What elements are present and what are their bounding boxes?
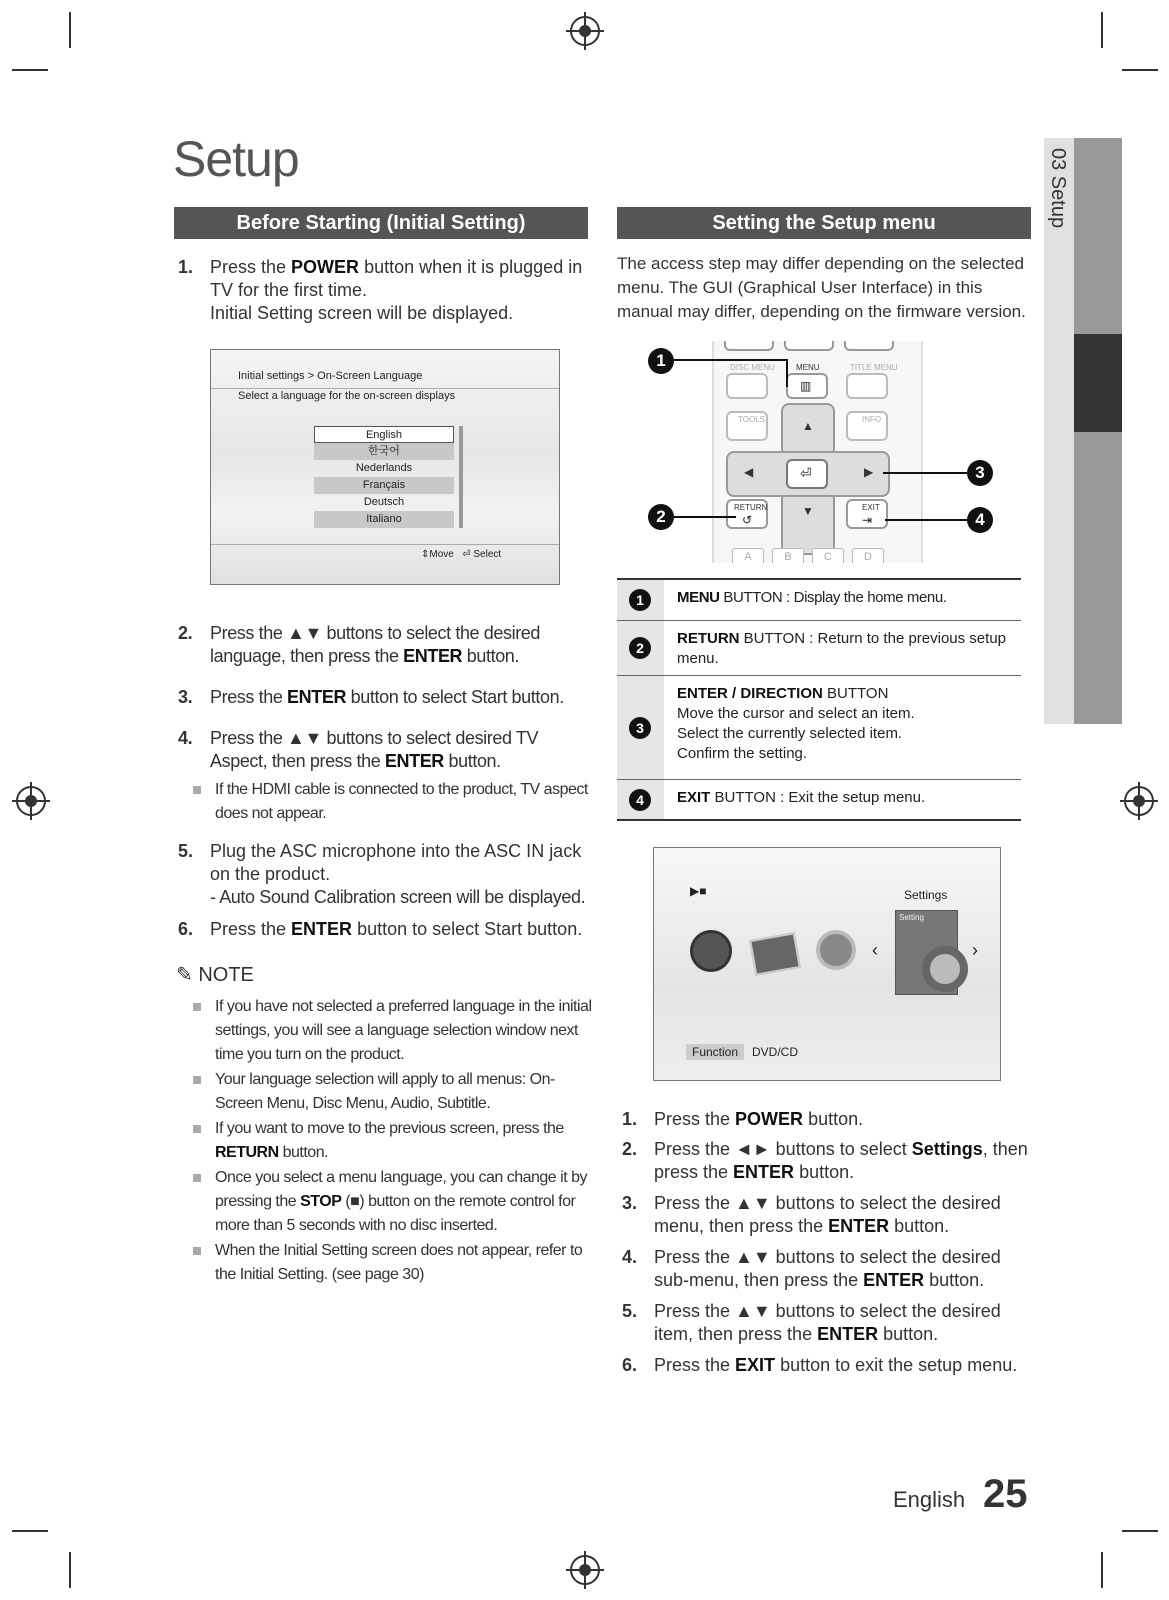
bullet-icon: [193, 1247, 201, 1255]
bullet-icon: [193, 1174, 201, 1182]
setup-step-2: 2. Press the ◄► buttons to select Settings, then press the ENTER button.: [622, 1139, 1028, 1182]
updown-icon: ⇕: [421, 549, 430, 560]
note-heading: ✎ NOTE: [176, 964, 254, 986]
divider: [211, 544, 559, 545]
step-4: 4. Press the ▲▼ buttons to select desired TV Aspect, then press the ENTER button.: [178, 728, 539, 771]
language-option[interactable]: Français: [314, 477, 454, 494]
button-table: [617, 578, 1021, 821]
table-row: 1 MENU BUTTON : Display the home menu.: [617, 580, 1021, 621]
registration-mark-icon: [570, 16, 600, 46]
setup-step-4: 4. Press the ▲▼ buttons to select the desired sub-menu, then press the ENTER button.: [622, 1247, 1001, 1290]
setup-step-6: 6. Press the EXIT button to exit the setup menu.: [622, 1355, 1018, 1375]
scrollbar[interactable]: [459, 426, 463, 528]
home-menu-screen: [653, 847, 1001, 1081]
bullet-icon: [193, 786, 201, 794]
step-6: 6. Press the ENTER button to select Start button.: [178, 919, 583, 939]
menu-button[interactable]: [786, 373, 828, 399]
source-label: DVD/CD: [752, 1045, 799, 1059]
enter-icon: ⏎: [800, 465, 812, 481]
settings-tile[interactable]: Setting: [895, 910, 958, 995]
callout-line: [674, 359, 788, 361]
screen-breadcrumb: Initial settings > On-Screen Language: [238, 370, 423, 382]
bullet-icon: [193, 1076, 201, 1084]
intro-text: The access step may differ depending on the selected menu. The GUI (Graphical User Interface) in this manual may differ, depending on the firmware version.: [617, 254, 1026, 321]
note-item: Once you select a menu language, you can change it by pressing the STOP (■) button on the remote control for more than 5 seconds with no disc inserted.: [193, 1166, 593, 1238]
language-list: [314, 426, 454, 528]
disc-menu-label: DISC MENU: [730, 363, 775, 372]
screen-prompt: Select a language for the on-screen displays: [238, 390, 456, 402]
step-2: 2. Press the ▲▼ buttons to select the desired language, then press the ENTER button.: [178, 623, 541, 666]
left-arrow-icon[interactable]: ◀: [744, 465, 754, 479]
note-item: When the Initial Setting screen does not appear, refer to the Initial Setting. (see page 30): [193, 1239, 593, 1287]
tools-button[interactable]: TOOLS: [726, 411, 768, 441]
side-tab-label: 03 Setup: [1047, 148, 1069, 229]
crop-mark: [69, 12, 71, 48]
language-option[interactable]: Deutsch: [363, 496, 405, 508]
remote-control-illustration: [712, 341, 923, 563]
chevron-left-icon[interactable]: ‹: [872, 940, 878, 960]
setup-step-3: 3. Press the ▲▼ buttons to select the desired menu, then press the ENTER button.: [622, 1193, 1001, 1236]
gear-icon: [922, 946, 968, 992]
crop-mark: [1101, 1552, 1103, 1588]
step-4-note: If the HDMI cable is connected to the product, TV aspect does not appear.: [193, 778, 588, 826]
note-item: If you want to move to the previous screen, press the RETURN button.: [193, 1117, 593, 1165]
registration-mark-icon: [16, 786, 46, 816]
crop-mark: [69, 1552, 71, 1588]
exit-button[interactable]: EXIT ⇥: [846, 499, 888, 529]
table-row: 4 EXIT BUTTON : Exit the setup menu.: [617, 780, 1021, 821]
c-button[interactable]: C: [812, 548, 844, 563]
up-arrow-icon[interactable]: ▲: [802, 419, 814, 433]
return-button[interactable]: RETURN ↺: [726, 499, 768, 529]
callout-3: 3: [967, 460, 993, 486]
step-number: 1.: [178, 257, 194, 277]
setup-step-1: 1. Press the POWER button.: [622, 1109, 864, 1129]
footer-language: English: [893, 1487, 966, 1512]
section-heading-setup-menu: Setting the Setup menu: [617, 207, 1031, 239]
crop-mark: [12, 1530, 48, 1532]
title-menu-label: TITLE MENU: [850, 363, 898, 372]
step-3: 3. Press the ENTER button to select Start button.: [178, 687, 564, 707]
note-item: Your language selection will apply to all menus: On-Screen Menu, Disc Menu, Audio, Subtitle.: [193, 1068, 593, 1116]
crop-mark: [1101, 12, 1103, 48]
registration-mark-icon: [1124, 786, 1154, 816]
crop-mark: [1122, 69, 1158, 71]
exit-icon: ⇥: [862, 513, 873, 527]
pencil-icon: ✎: [176, 964, 193, 986]
a-button[interactable]: A: [732, 548, 764, 563]
section-heading-initial-setting: Before Starting (Initial Setting): [174, 207, 588, 239]
bullet-icon: [193, 1125, 201, 1133]
divider: [211, 388, 559, 389]
page-number: 25: [983, 1472, 1028, 1516]
enter-button[interactable]: [786, 459, 828, 489]
info-button[interactable]: INFO: [846, 411, 888, 441]
d-button[interactable]: D: [852, 548, 884, 563]
crop-mark: [1122, 1530, 1158, 1532]
page-title: Setup: [173, 131, 299, 187]
function-label: Function: [686, 1044, 744, 1060]
menu-label: MENU: [796, 363, 820, 372]
enter-icon: ⏎: [462, 549, 471, 560]
initial-settings-screen: [210, 349, 560, 585]
language-option[interactable]: 한국어: [314, 443, 454, 460]
settings-title: Settings: [904, 888, 948, 902]
bullet-icon: [193, 1003, 201, 1011]
video-reel-icon[interactable]: [690, 930, 732, 972]
menu-icon: ▥: [800, 379, 812, 393]
callout-line: [786, 359, 788, 387]
table-row: 3 ENTER / DIRECTION BUTTON Move the cursor and select an item. Select the currently selected item. Confirm the setting.: [617, 676, 1021, 780]
callout-2: 2: [648, 504, 674, 530]
callout-4: 4: [967, 507, 993, 533]
note-item: If you have not selected a preferred language in the initial settings, you will see a language selection window next time you turn on the product.: [193, 995, 593, 1067]
callout-1: 1: [648, 348, 674, 374]
table-row: 2 RETURN BUTTON : Return to the previous setup menu.: [617, 621, 1021, 676]
down-arrow-icon[interactable]: ▼: [802, 504, 814, 518]
language-option[interactable]: Nederlands: [355, 462, 413, 474]
b-button[interactable]: B: [772, 548, 804, 563]
callout-line: [885, 519, 967, 521]
callout-line: [674, 516, 736, 518]
screen-hint: ⇕Move ⏎ Select: [421, 549, 502, 560]
play-stop-icon: ▶■: [690, 884, 707, 898]
language-option[interactable]: English: [314, 426, 454, 443]
language-option[interactable]: Italiano: [314, 511, 454, 528]
step-5: 5. Plug the ASC microphone into the ASC IN jack on the product. - Auto Sound Calibration screen will be displayed.: [178, 841, 586, 907]
return-icon: ↺: [742, 513, 753, 527]
crop-mark: [12, 69, 48, 71]
right-arrow-icon[interactable]: ▶: [864, 465, 874, 479]
side-tab-highlight: [1074, 334, 1122, 432]
step-1: 1. Press the POWER button when it is plugged in TV for the first time. Initial Setting screen will be displayed.: [178, 257, 583, 323]
chevron-right-icon[interactable]: ›: [972, 940, 978, 960]
callout-line: [883, 472, 967, 474]
music-disc-icon[interactable]: [816, 930, 856, 970]
photo-icon[interactable]: [749, 932, 801, 975]
setup-step-5: 5. Press the ▲▼ buttons to select the desired item, then press the ENTER button.: [622, 1301, 1001, 1344]
registration-mark-icon: [570, 1555, 600, 1585]
